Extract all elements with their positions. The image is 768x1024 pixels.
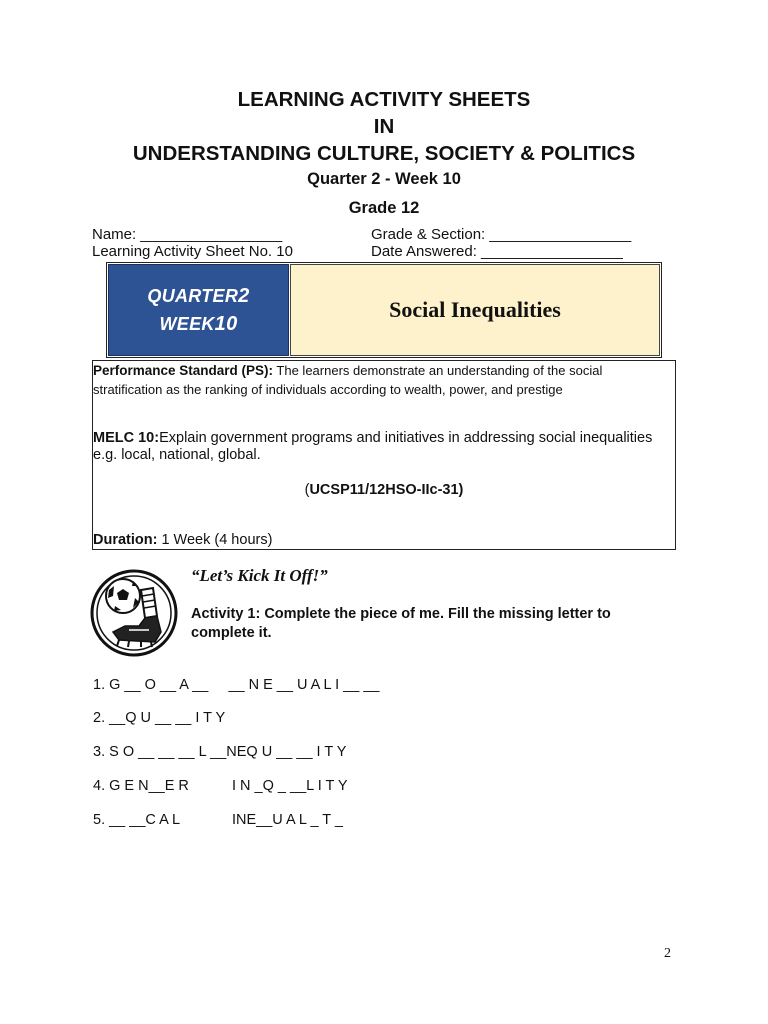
item-4-part-a: 4. G E N__E R xyxy=(93,778,189,794)
title-line-3: UNDERSTANDING CULTURE, SOCIETY & POLITICS xyxy=(132,142,636,165)
soccer-ball-cleat-icon xyxy=(89,568,179,658)
quarter-line xyxy=(147,282,249,310)
item-5-part-a: 5. __ __C A L xyxy=(93,812,181,828)
item-4-part-b: I N _Q _ __L I T Y xyxy=(232,778,348,794)
quarter-week: Quarter 2 - Week 10 xyxy=(307,170,461,188)
ps-text: The learners demonstrate an understanding of the social stratification as the ranking of individuals according to wealth, power, and prestige xyxy=(93,363,603,397)
list-item xyxy=(93,812,180,828)
grade: Grade 12 xyxy=(348,199,420,217)
list-item xyxy=(232,778,348,794)
title-line-1: LEARNING ACTIVITY SHEETS xyxy=(237,88,531,111)
kick-off-heading: “Let’s Kick It Off!” xyxy=(191,566,328,585)
list-item xyxy=(93,778,189,794)
duration-text: 1 Week (4 hours) xyxy=(157,532,273,548)
quarter-week-badge xyxy=(108,264,289,356)
date-answered-field: Date Answered: _________________ xyxy=(371,243,623,260)
item-5-part-b: INE__U A L _ T _ xyxy=(232,812,343,828)
quarter-number: 2 xyxy=(238,285,250,307)
ps-label: Performance Standard (PS): xyxy=(93,363,274,378)
list-item xyxy=(93,710,225,726)
code-open: ( xyxy=(304,482,310,498)
melc xyxy=(93,430,653,464)
item-1-part-a: 1. G __ O __ A __ xyxy=(93,677,209,693)
page-number: 2 xyxy=(664,946,671,961)
week-line xyxy=(159,310,237,338)
melc-text: Explain government programs and initiatives in addressing social inequalities e.g. local, national, global. xyxy=(93,430,653,463)
quarter-label: QUARTER xyxy=(147,286,239,306)
title-line-2: IN xyxy=(373,115,395,138)
week-number: 10 xyxy=(214,313,238,335)
topic-banner xyxy=(106,262,662,358)
code-text: UCSP11/12HSO-IIc-31) xyxy=(309,482,464,498)
melc-label: MELC 10: xyxy=(93,430,160,446)
sheet-number: Learning Activity Sheet No. 10 xyxy=(92,243,293,260)
activity-instruction: Activity 1: Complete the piece of me. Fill the missing letter to complete it. xyxy=(191,606,611,641)
performance-standard xyxy=(93,361,663,399)
name-field: Name: _________________ xyxy=(92,226,283,243)
competency-code xyxy=(92,482,676,498)
grade-section-field: Grade & Section: _________________ xyxy=(371,226,632,243)
topic-title: Social Inequalities xyxy=(290,264,660,356)
list-item xyxy=(93,677,379,693)
list-item xyxy=(93,744,346,760)
week-label: WEEK xyxy=(159,314,215,334)
item-3-part-a: 3. S O __ __ __ L __NEQ U __ __ I T Y xyxy=(93,744,347,760)
duration xyxy=(93,532,272,548)
duration-label: Duration: xyxy=(93,532,158,548)
list-item xyxy=(232,812,343,828)
item-2-part-a: 2. __Q U __ __ I T Y xyxy=(93,710,226,726)
item-1-part-b: __ N E __ U A L I __ __ xyxy=(228,677,380,693)
